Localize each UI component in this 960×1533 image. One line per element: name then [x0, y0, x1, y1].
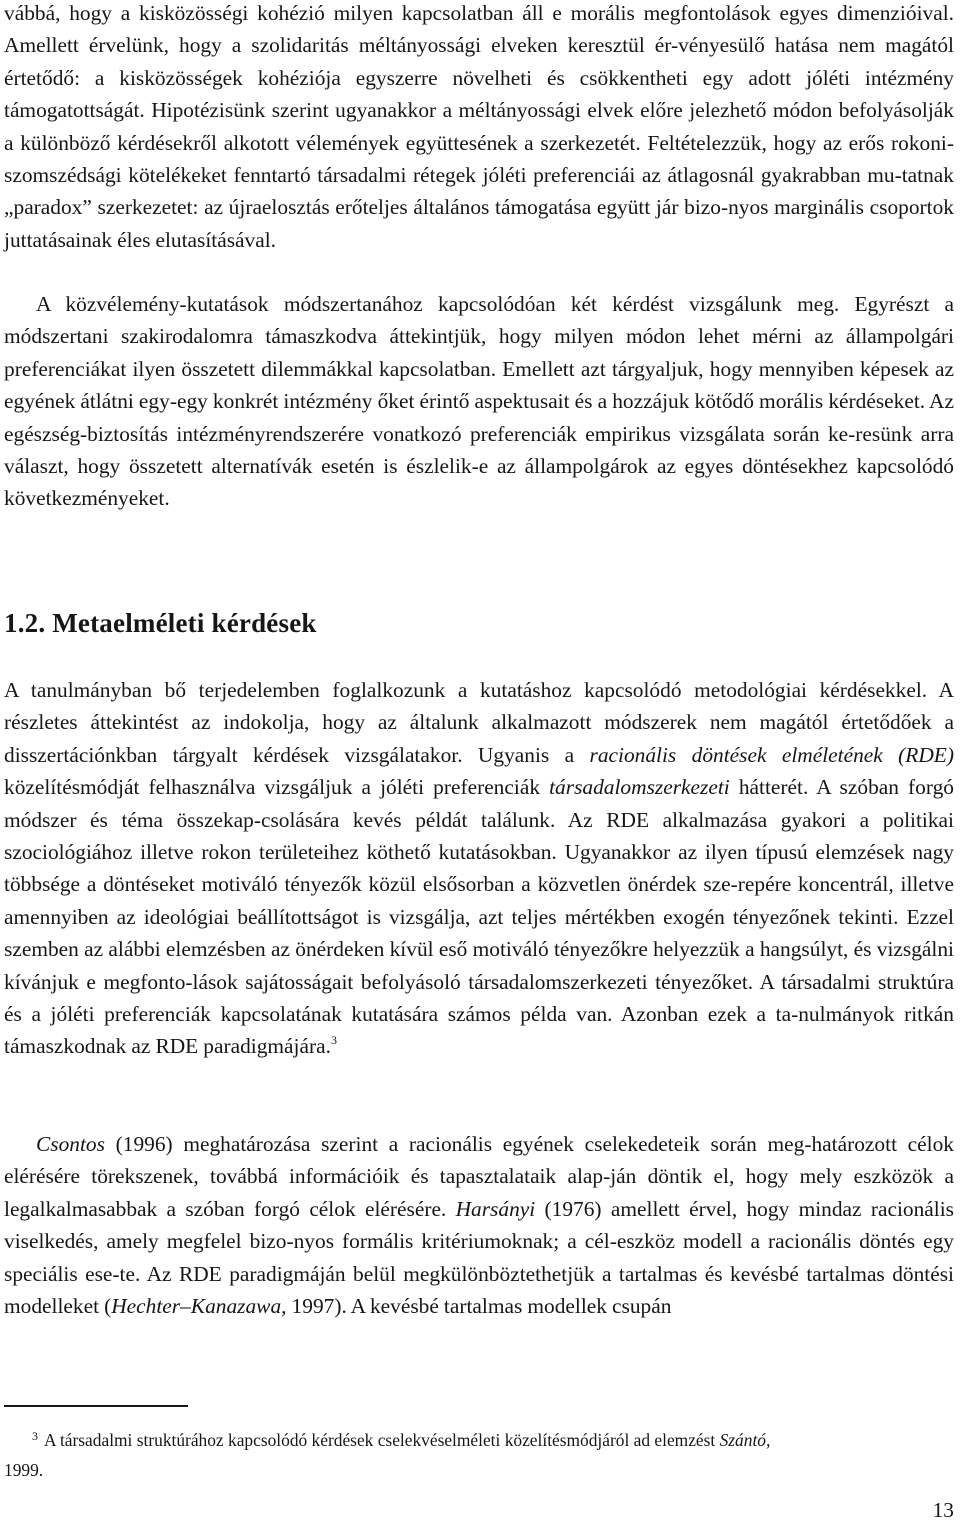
footnote-reference[interactable]: 3: [330, 1033, 337, 1048]
paragraph-4: [4, 1128, 954, 1322]
paragraph-4-text-b: (1976) amellett érvel, hogy mindaz racionális viselkedés, amely megfelel bizo-nyos formális kritériumoknak; a cél-eszköz modell a racionális döntés egy speciális ese-te. Az RDE paradigmáján belül megkülönböztethetjük a tartalmas és kevésbé tartalmas döntési modelleket (: [4, 1196, 954, 1319]
paragraph-3-text-c: hátterét. A szóban forgó módszer és téma összekap-csolására kevés példát találunk. Az RDE alkalmazása gyakori a politikai szociológiához illetve rokon területeihez köthető kutatásokban. Ugyanakkor az ilyen típusú elemzések nagy többsége a döntéseket motiváló tényezők közül elsősorban a közvetlen önérdek sze-repére koncentrál, illetve amennyiben az ideológiai beállítottságot is vizsgálja, azt teljes mértékben exogén tényezőnek tekinti. Ezzel szemben az alábbi elemzésben az önérdeken kívül eső motiváló tényezőkre helyezzük a hangsúlyt, és vizsgálni kívánjuk e megfonto-lások sajátosságait befolyásoló társadalomszerkezeti tényezőket. A társadalmi struktúra és a jóléti preferenciák kapcsolatának kutatására számos példa van. Azonban ezek a ta-nulmányok ritkán támaszkodnak az RDE paradigmájára.: [4, 775, 954, 1059]
paragraph-3-italic-rde: racionális döntések elméletének (RDE): [589, 742, 955, 767]
paragraph-2: A közvélemény-kutatások módszertanához kapcsolódóan két kérdést vizsgálunk meg. Egyrészt a módszertani szakirodalomra támaszkodva áttekintjük, hogy milyen módon lehet mérni az állampolgári preferenciákat ilyen összetett dilemmákkal kapcsolatban. Emellett azt tárgyaljuk, hogy mennyiben képesek az egyének átlátni egy-egy konkrét intézmény őket érintő aspektusait és a hozzájuk kötődő morális kérdéseket. Az egészség-biztosítás intézményrendszerére vonatkozó preferenciák empirikus vizsgálata során ke-resünk arra választ, hogy összetett alternatívák esetén is észlelik-e az állampolgárok az egyes döntésekhez kapcsolódó következményeket.: [4, 292, 954, 511]
paragraph-4-text-c: 1997). A kevésbé tartalmas modellek csupán: [286, 1294, 672, 1319]
paragraph-3-text-a: A tanulmányban bő terjedelemben foglalkozunk a kutatáshoz kapcsolódó metodológiai kérdésekkel. A részletes áttekintést az indokolja, hogy az általunk alkalmazott módszerek nem magától értetődőek a disszertációnkban tárgyalt kérdések vizsgálatakor. Ugyanis a: [4, 678, 954, 767]
paragraph-3-text-b: közelítésmódját felhasználva vizsgáljuk a jóléti preferenciák: [4, 775, 550, 800]
paragraph-4-text-a: (1996) meghatározása szerint a racionális egyének cselekedeteik során meg-határozott célok elérésére törekszenek, továbbá információik és tapasztalataik alap-ján döntik el, hogy mely eszközök a legalkalmasabbak a szóban forgó célok elérésére.: [4, 1132, 954, 1221]
citation-csontos: Csontos: [36, 1132, 105, 1156]
footnote-author: Szántó,: [719, 1430, 771, 1450]
paragraph-3-italic-tarsadalom: társadalomszerkezeti: [549, 775, 730, 800]
footnote-year: 1999.: [4, 1460, 44, 1480]
paragraph-3: [4, 674, 954, 1063]
footnote-number: 3: [32, 1429, 38, 1443]
footnote-text: A társadalmi struktúrához kapcsolódó kérdések cselekvéselméleti közelítésmódjáról ad elemzést: [44, 1430, 720, 1450]
citation-harsanyi: Harsányi: [455, 1196, 536, 1221]
footnote-divider: [4, 1405, 188, 1407]
page-number: 13: [932, 1498, 954, 1522]
section-heading: 1.2. Metaelméleti kérdések: [4, 608, 317, 638]
citation-hechter-kanazawa: Hechter–Kanazawa,: [111, 1294, 287, 1319]
footnote: [4, 1425, 954, 1485]
paragraph-1: vábbá, hogy a kisközösségi kohézió milyen kapcsolatban áll e morális megfontolások egyes dimenzióival. Amellett érvelünk, hogy a szolidaritás méltányossági elveken keresztül ér-vényesülő hatása nem magától értetődő: a kisközösségek kohéziója egyszerre növelheti és csökkentheti egy adott jóléti intézmény támogatottságát. Hipotézisünk szerint ugyanakkor a méltányossági elvek előre jelezhető módon befolyásolják a különböző kérdésekről alkotott vélemények együttesének a szerkezetét. Feltételezzük, hogy az erős rokoni-szomszédsági kötelékeket fenntartó társadalmi rétegek jóléti preferenciái az átlagosnál gyakrabban mu-tatnak „paradox” szerkezetet: az újraelosztás erőteljes általános támogatása együtt jár bizo-nyos marginális csoportok juttatásainak éles elutasításával.: [4, 1, 954, 252]
